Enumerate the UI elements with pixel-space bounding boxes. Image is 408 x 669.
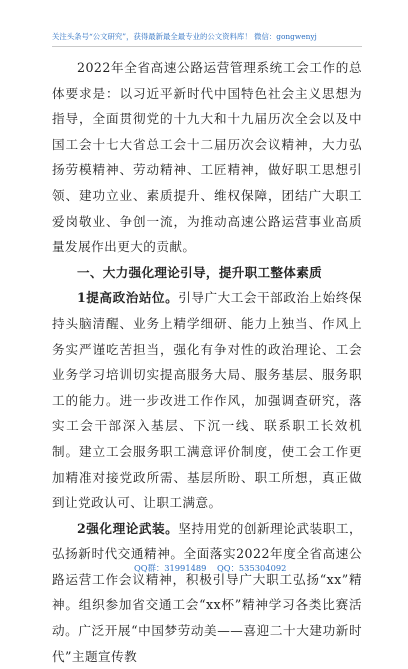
item2-title: 2强化理论武装。 — [77, 520, 179, 536]
item1-text: 引导广大工会干部政治上始终保持头脑清醒、业务上精学细研、能力上独当、作风上务实严谨吃苦担当，强化有争对性的政治理论、工会业务学习培训切实提高服务大局、服务基层、服务职工的能力。进一步改进工作作风，加强调查研究，落实工会干部深入基层、下沉一线、联系职工长效机制。建立工会服务职工满意评价制度，使工会工作更加精准对接党政所需、基层所盼、职工所想，真正做到让党政认可、让职工满意。 — [52, 290, 362, 511]
section-heading: 一、大力强化理论引导，提升职工整体素质 — [77, 264, 322, 280]
footer-qq: QQ：535304092 — [217, 563, 287, 573]
item2-text: 坚持用党的创新理论武装职工，弘扬新时代交通精神。全面落实2022年度全省高速公路运营工作会议精神，积极引导广大职工弘扬“xx”精神。组织参加省交通工会“xx杯”精神学习各类比赛活动。广泛开展“中国梦劳动美——喜迎二十大建功新时代”主题宣传教 — [52, 520, 362, 664]
item2-paragraph — [52, 516, 362, 669]
header-divider — [52, 46, 362, 47]
item1-title: 1提高政治站位。 — [77, 290, 179, 306]
footer-qq-group: QQ群：31991489 — [134, 563, 207, 573]
document-body — [52, 55, 362, 669]
intro-paragraph: 2022年全省高速公路运营管理系统工会工作的总体要求是：以习近平新时代中国特色社会主义思想为指导，全面贯彻党的十九大和十九届历次全会以及中国工会十七大省总工会十二届历次会议精神，大力弘扬劳模精神、劳动精神、工匠精神，做好职工思想引领、建功立业、素质提升、维权保障，团结广大职工爱岗敬业、争创一流，为推动高速公路运营事业高质量发展作出更大的贡献。 — [52, 60, 362, 255]
item1-paragraph — [52, 285, 362, 515]
header-banner: 关注头条号“公文研究”，获得最新最全最专业的公文资料库！ 微信：gongwenyj — [52, 32, 317, 41]
